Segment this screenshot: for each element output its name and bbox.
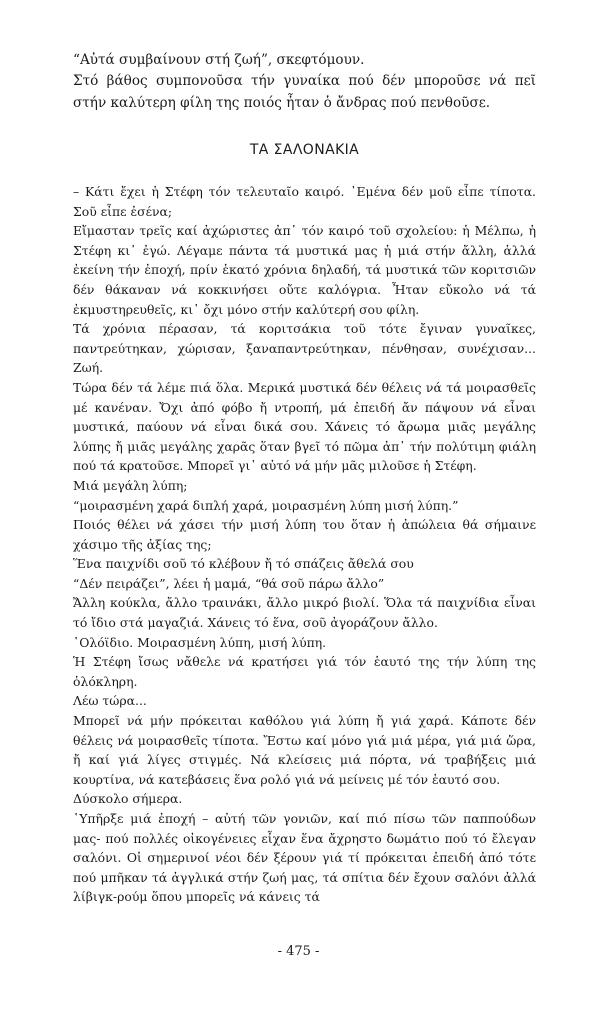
intro-section: [73, 50, 536, 114]
paragraph: Τά χρόνια πέρασαν, τά κοριτσάκια τοῦ τότε ἔγιναν γυναῖκες, παντρεύτηκαν, χώρισαν, ξαναπαντρεύτηκαν, πένθησαν, συνέχισαν... Ζωή.: [73, 321, 536, 376]
paragraph: Δύσκολο σήμερα.: [73, 791, 183, 807]
paragraph: Λέω τώρα...: [73, 693, 147, 709]
intro-paragraph: Στό βάθος συμπονοῦσα τήν γυναίκα πού δέν μποροῦσε νά πεῖ στήν καλύτερη φίλη της ποιός ἦταν ὁ ἄνδρας πού πενθοῦσε.: [73, 73, 536, 111]
paragraph: Μιά μεγάλη λύπη;: [73, 477, 188, 493]
paragraph: Εἴμασταν τρεῖς καί ἀχώριστες ἀπ᾽ τόν καιρό τοῦ σχολείου: ἡ Μέλπω, ἡ Στέφη κι᾽ ἐγώ. Λέγαμε πάντα τά μυστικά μας ἡ μιά στήν ἄλλη, ἀλλά ἐκείνη τήν ἐποχή, πρίν ἑκατό χρόνια δηλαδή, τά μυστικά τῶν κοριτσιῶν δέν θάκαναν νά κοκκινήσει οὔτε καλόγρια. Ἦταν εὔκολο νά τά ἐκμυστηρευθεῖς, κι᾽ ὄχι μόνο στήν καλύτερή σου φίλη.: [73, 223, 536, 317]
paragraph: ῾Ολόϊδιο. Μοιρασμένη λύπη, μισή λύπη.: [73, 634, 327, 650]
paragraph: ῾Υπῆρξε μιά ἐποχή – αὐτή τῶν γονιῶν, καί πιό πίσω τῶν παππούδων μας- πού πολλές οἰκογένειες εἶχαν ἕνα ἄχρηστο δωμάτιο πού τό ἔλεγαν σαλόνι. Οἱ σημερινοί νέοι δέν ξέρουν γιά τί πρόκειται ἐπειδή ἀπό τότε πού μπῆκαν τά ἀγγλικά στήν ζωή μας, τά σπίτια δέν ἔχουν σαλόνι ἀλλά λίβιγκ-ρούμ ὅπου μπορεῖς νά κάνεις τά: [73, 811, 536, 905]
paragraph: Ἕνα παιχνίδι σοῦ τό κλέβουν ἤ τό σπάζεις ἄθελά σου: [73, 556, 414, 572]
paragraph: Μπορεῖ νά μήν πρόκειται καθόλου γιά λύπη ἤ γιά χαρά. Κάποτε δέν θέλεις νά μοιρασθεῖς τίποτα. Ἔστω καί μόνο γιά μιά μέρα, γιά μιά ὥρα, ἤ καί γιά λίγες στιγμές. Νά κλείσεις μιά πόρτα, νά τραβήξεις μιά κουρτίνα, νά κατεβάσεις ἕνα ρολό γιά νά μείνεις μέ τόν ἑαυτό σου.: [73, 713, 536, 787]
paragraph: “Δέν πειράζει”, λέει ἡ μαμά, “θά σοῦ πάρω ἄλλο”: [73, 575, 385, 591]
paragraph: Τώρα δέν τά λέμε πιά ὅλα. Μερικά μυστικά δέν θέλεις νά τά μοιρασθεῖς μέ κανέναν. Ὄχι ἀπό φόβο ἤ ντροπή, μά ἐπειδή ἄν πάψουν νά εἶναι μυστικά, παύουν νά εἶναι δικά σου. Χάνεις τό ἄρωμα μιᾶς μεγάλης λύπης ἤ μιᾶς μεγάλης χαρᾶς ὅταν βγεῖ τό πῶμα ἀπ᾽ τήν πολύτιμη φιάλη πού τά κρατοῦσε. Μπορεῖ γι᾽ αὐτό νά μήν μᾶς μιλοῦσε ἡ Στέφη.: [73, 379, 536, 474]
paragraph: “μοιρασμένη χαρά διπλή χαρά, μοιρασμένη λύπη μισή λύπη.”: [73, 497, 459, 513]
paragraph: Ποιός θέλει νά χάσει τήν μισή λύπη του ὅταν ἡ ἀπώλεια θά σήμαινε χάσιμο τῆς ἀξίας της;: [73, 517, 536, 552]
paragraph: Ἄλλη κούκλα, ἄλλο τραινάκι, ἄλλο μικρό βιολί. Ὅλα τά παιχνίδια εἶναι τό ἴδιο στά μαγαζιά. Χάνεις τό ἕνα, σοῦ ἀγοράζουν ἄλλο.: [73, 595, 536, 631]
page-number: - 475 -: [277, 944, 320, 959]
paragraph: – Κάτι ἔχει ἡ Στέφη τόν τελευταῖο καιρό. ᾽Εμένα δέν μοῦ εἶπε τίποτα. Σοῦ εἶπε ἐσένα;: [73, 184, 536, 219]
chapter-body: [73, 182, 536, 907]
intro-line: “Αὐτά συμβαίνουν στή ζωή”, σκεφτόμουν.: [73, 52, 365, 68]
paragraph: Ἡ Στέφη ἴσως νἄθελε νά κρατήσει γιά τόν ἑαυτό της τήν λύπη της ὁλόκληρη.: [73, 654, 536, 689]
chapter-title: ΤΑ ΣΑΛΟΝΑΚΙΑ: [249, 142, 360, 158]
